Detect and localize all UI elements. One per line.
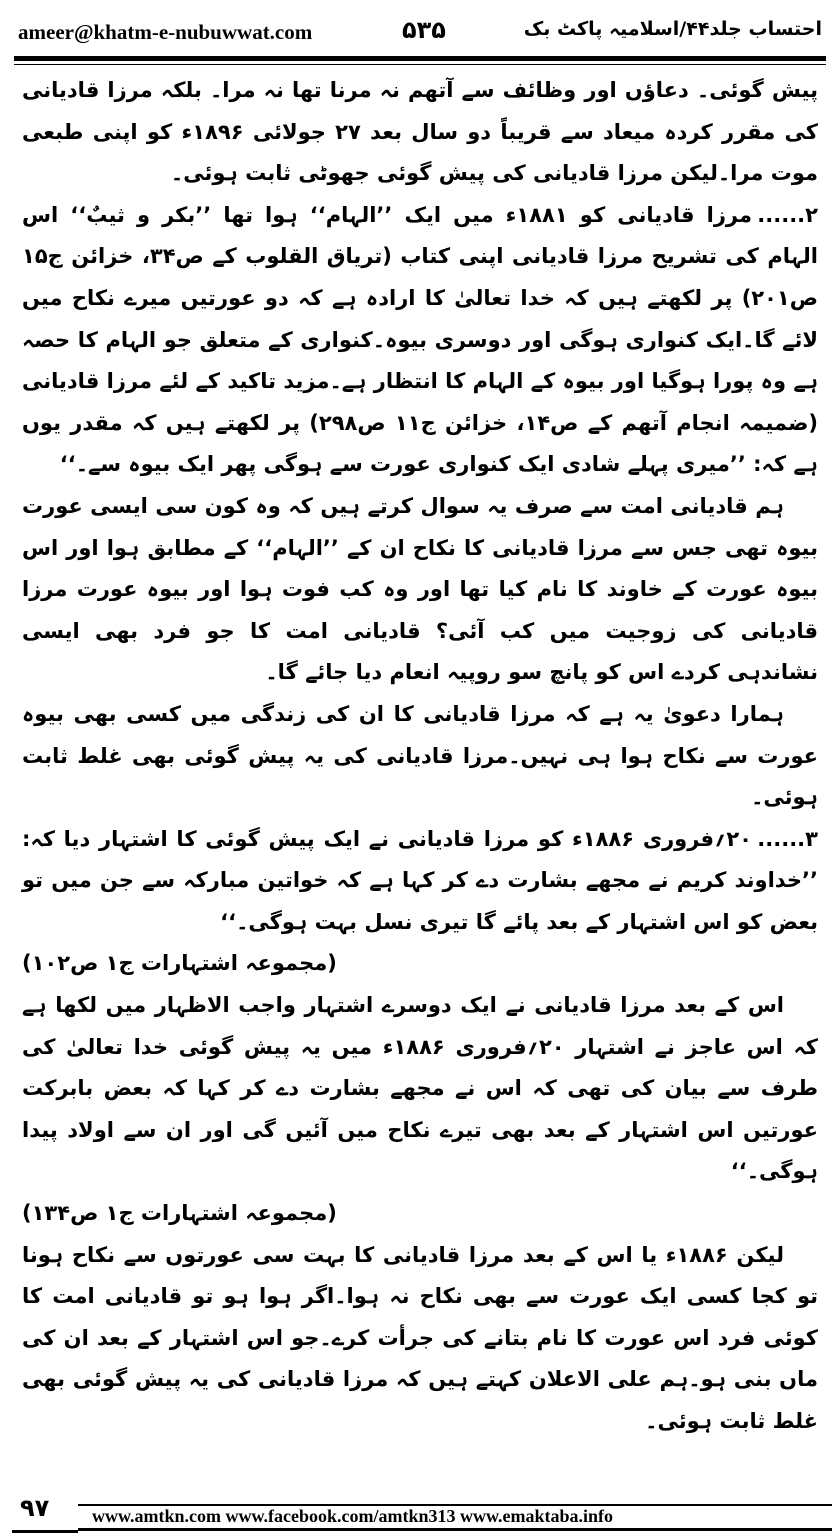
paragraph-3: [22, 486, 818, 694]
header-page-number: ۵۳۵: [402, 16, 446, 44]
header-email: ameer@khatm-e-nubuwwat.com: [18, 20, 313, 44]
paragraph-text: اس کے بعد مرزا قادیانی نے ایک دوسرے اشتہار واجب الاظہار میں لکھا ہے کہ اس عاجز نے اشتہار ۲۰؍فروری ۱۸۸۶ء میں یہ پیش گوئی خدا تعالیٰ کی طرف سے بیان کی تھی کہ اس نے مجھے بشارت دے کر کہا کہ بعض بابرکت عورتیں اس اشتہار کے بعد بھی تیرے نکاح میں آئیں گی اور ان سے اولاد پیدا ہوگی۔‘‘: [22, 993, 818, 1184]
paragraph-5: [22, 819, 818, 944]
paragraph-text: ہم قادیانی امت سے صرف یہ سوال کرتے ہیں کہ وہ کون سی ایسی عورت بیوہ تھی جس سے مرزا قادیانی کا نکاح ان کے ’’الہام‘‘ کے مطابق ہوا اور اس بیوہ عورت کے خاوند کا نام کیا تھا اور وہ کب فوت ہوا اور بیوہ عورت مرزا قادیانی کی زوجیت میں کب آئی؟ قادیانی امت کا جو فرد بھی ایسی نشاندہی کردے اس کو پانچ سو روپیہ انعام دیا جائے گا۔: [22, 493, 818, 685]
paragraph-text: ہمارا دعویٰ یہ ہے کہ مرزا قادیانی کا ان کی زندگی میں کسی بھی بیوہ عورت سے نکاح ہوا ہی نہیں۔مرزا قادیانی کی یہ پیش گوئی بھی غلط ثابت ہوئی۔: [22, 701, 818, 810]
paragraph-2: [22, 195, 818, 486]
paragraph-text: پیش گوئی۔ دعاؤں اور وظائف سے آتھم نہ مرنا تھا نہ مرا۔ بلکہ مرزا قادیانی کی مقرر کردہ میعاد سے قریباً دو سال بعد ۲۷ جولائی ۱۸۹۶ء کو اپنی طبعی موت مرا۔لیکن مرزا قادیانی کی پیش گوئی جھوٹی ثابت ہوئی۔: [22, 78, 818, 186]
paragraph-text: مرزا قادیانی کو ۱۸۸۱ء میں ایک ’’الہام‘‘ ہوا تھا ’’بکر و ثیبٌ‘‘ اس الہام کی تشریح مرزا قادیانی اپنی کتاب (تریاق القلوب کے ص۳۴، خزائن ج۱۵ ص۲۰۱) پر لکھتے ہیں کہ خدا تعالیٰ کا ارادہ ہے کہ دو عورتیں میرے نکاح میں لائے گا۔ایک کنواری ہوگی اور دوسری بیوہ۔کنواری کے متعلق جو الہام کا حصہ ہے وہ پورا ہوگیا اور بیوہ کے الہام کا انتظار ہے۔مزید تاکید کے لئے مرزا قادیانی (ضمیمہ انجام آتھم کے ص۱۴، خزائن ج۱۱ ص۲۹۸) پر لکھتے ہیں کہ مقدر یوں ہے کہ: ’’میری پہلے شادی ایک کنواری عورت سے ہوگی پھر ایک بیوہ سے۔‘‘: [22, 202, 819, 477]
header-divider-thin: [14, 64, 826, 65]
footer-page-number: ۹۷: [20, 1494, 50, 1522]
citation: (مجموعہ اشتہارات ج۱ ص۱۰۲): [22, 951, 337, 976]
item-number: ۲......: [757, 202, 818, 227]
paragraph-text: ۲۰؍فروری ۱۸۸۶ء کو مرزا قادیانی نے ایک پیش گوئی کا اشتہار دیا کہ: ’’خداوند کریم نے مجھے بشارت دے کر کہا ہے کہ خواتین مبارکہ سے جن میں تو بعض کو اس اشتہار کے بعد پائے گا تیری نسل بہت ہوگی۔‘‘: [22, 826, 818, 934]
citation-row: [22, 1193, 818, 1235]
page-footer: [8, 1496, 832, 1532]
page-body: [22, 70, 818, 1443]
paragraph-text: لیکن ۱۸۸۶ء یا اس کے بعد مرزا قادیانی کا بہت سی عورتوں سے نکاح ہونا تو کجا کسی ایک عورت سے بھی نکاح نہ ہوا۔اگر ہوا ہو تو قادیانی امت کا کوئی فرد اس عورت کا نام بتانے کی جرأت کرے۔جو اس اشتہار کے بعد ان کی ماں بنی ہو۔ہم علی الاعلان کہتے ہیں کہ مرزا قادیانی کی یہ پیش گوئی بھی غلط ثابت ہوئی۔: [22, 1242, 818, 1433]
footer-number-box: [12, 1496, 78, 1533]
header-divider: [14, 56, 826, 61]
citation: (مجموعہ اشتہارات ج۱ ص۱۳۴): [22, 1201, 337, 1226]
footer-divider-bottom: [78, 1528, 832, 1531]
paragraph-6: [22, 985, 818, 1193]
paragraph-4: [22, 694, 818, 819]
header-book-title: احتساب جلد۴۴/اسلامیہ پاکٹ بک: [523, 18, 822, 40]
item-number: ۳......: [757, 826, 818, 851]
citation-row: [22, 943, 818, 985]
page-header: [14, 16, 826, 50]
footer-links: www.amtkn.com www.facebook.com/amtkn313 www.emaktaba.info: [92, 1506, 613, 1526]
paragraph-1: [22, 70, 818, 195]
paragraph-7: [22, 1235, 818, 1443]
